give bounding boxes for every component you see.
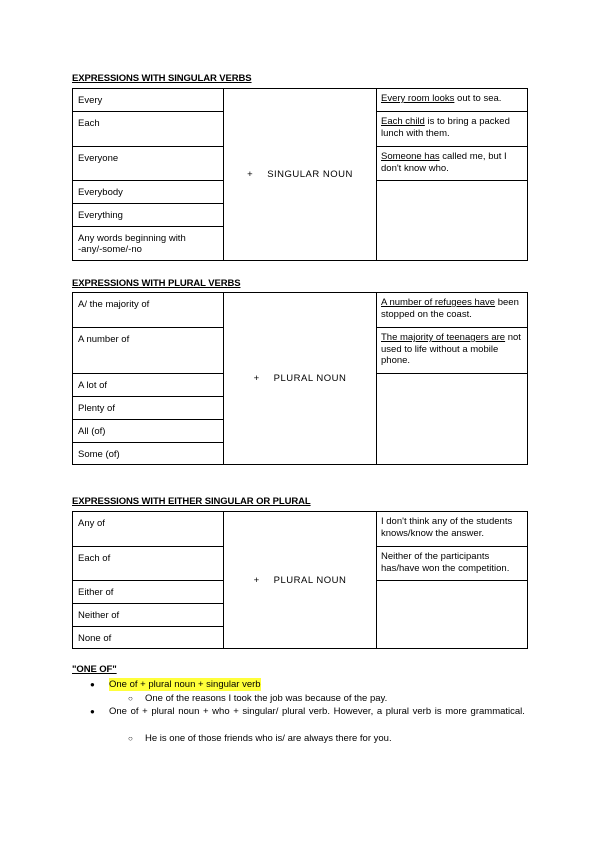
table-cell: Every bbox=[73, 89, 223, 112]
table-singular bbox=[72, 88, 528, 261]
section-heading-plural: EXPRESSIONS WITH PLURAL VERBS bbox=[72, 278, 241, 289]
table-cell: Some (of) bbox=[78, 449, 120, 460]
table-either bbox=[72, 511, 528, 649]
sub-bullet-icon: ○ bbox=[128, 694, 133, 703]
example-cell: I don't think any of the students knows/know the answer. bbox=[377, 512, 527, 547]
table-cell: Plenty of bbox=[73, 397, 223, 420]
plus-sign: + bbox=[253, 373, 260, 384]
bullet-icon: ● bbox=[90, 680, 95, 689]
noun-label: SINGULAR NOUN bbox=[267, 169, 353, 180]
example-cell: Every room looks out to sea. bbox=[377, 89, 527, 112]
sub-bullet-icon: ○ bbox=[128, 734, 133, 743]
table-cell: Any of bbox=[73, 512, 223, 547]
table-cell: Everything bbox=[73, 204, 223, 227]
table-cell: All (of) bbox=[73, 420, 223, 443]
table-singular-center bbox=[224, 89, 376, 260]
table-cell: Each bbox=[73, 112, 223, 147]
table-plural-examples bbox=[376, 293, 527, 464]
table-cell: A number of bbox=[73, 328, 223, 374]
table-cell: Neither of bbox=[73, 604, 223, 627]
table-cell: Either of bbox=[73, 581, 223, 604]
noun-label: PLURAL NOUN bbox=[273, 574, 347, 586]
table-cell: Everyone bbox=[73, 147, 223, 181]
highlighted-rule: One of + plural noun + singular verb bbox=[109, 679, 261, 690]
section-heading-one-of: "ONE OF" bbox=[72, 664, 117, 675]
section-heading-singular: EXPRESSIONS WITH SINGULAR VERBS bbox=[72, 73, 252, 84]
table-singular-examples bbox=[376, 89, 527, 260]
rule-text: One of + plural noun + who + singular/ plural verb. However, a plural verb is more grammatical. bbox=[109, 706, 525, 717]
noun-label: PLURAL NOUN bbox=[273, 373, 347, 384]
table-cell: Everybody bbox=[73, 181, 223, 204]
plus-sign: + bbox=[247, 169, 254, 180]
table-plural-left-column bbox=[73, 293, 224, 464]
table-cell: Any words beginning with -any/-some/-no bbox=[78, 233, 186, 255]
table-either-left-column bbox=[73, 512, 224, 648]
table-cell: A/ the majority of bbox=[73, 293, 223, 328]
table-either-center bbox=[224, 512, 376, 648]
bullet-icon: ● bbox=[90, 707, 95, 716]
table-either-examples bbox=[376, 512, 527, 648]
example-cell: Neither of the participants has/have won the competition. bbox=[377, 547, 527, 581]
table-plural bbox=[72, 292, 528, 465]
example-sentence: One of the reasons I took the job was because of the pay. bbox=[145, 693, 388, 704]
example-sentence: He is one of those friends who is/ are always there for you. bbox=[145, 733, 392, 744]
example-cell: The majority of teenagers are not used to life without a mobile phone. bbox=[377, 328, 527, 374]
table-singular-left-column bbox=[73, 89, 224, 260]
plus-sign: + bbox=[253, 574, 260, 586]
table-cell: None of bbox=[78, 633, 112, 644]
example-cell: Someone has called me, but I don't know who. bbox=[377, 147, 527, 181]
table-cell: A lot of bbox=[73, 374, 223, 397]
example-cell: A number of refugees have been stopped on the coast. bbox=[377, 293, 527, 328]
section-heading-either: EXPRESSIONS WITH EITHER SINGULAR OR PLURAL bbox=[72, 496, 311, 507]
example-cell: Each child is to bring a packed lunch with them. bbox=[377, 112, 527, 147]
table-plural-center bbox=[224, 293, 376, 464]
table-cell: Each of bbox=[73, 547, 223, 581]
